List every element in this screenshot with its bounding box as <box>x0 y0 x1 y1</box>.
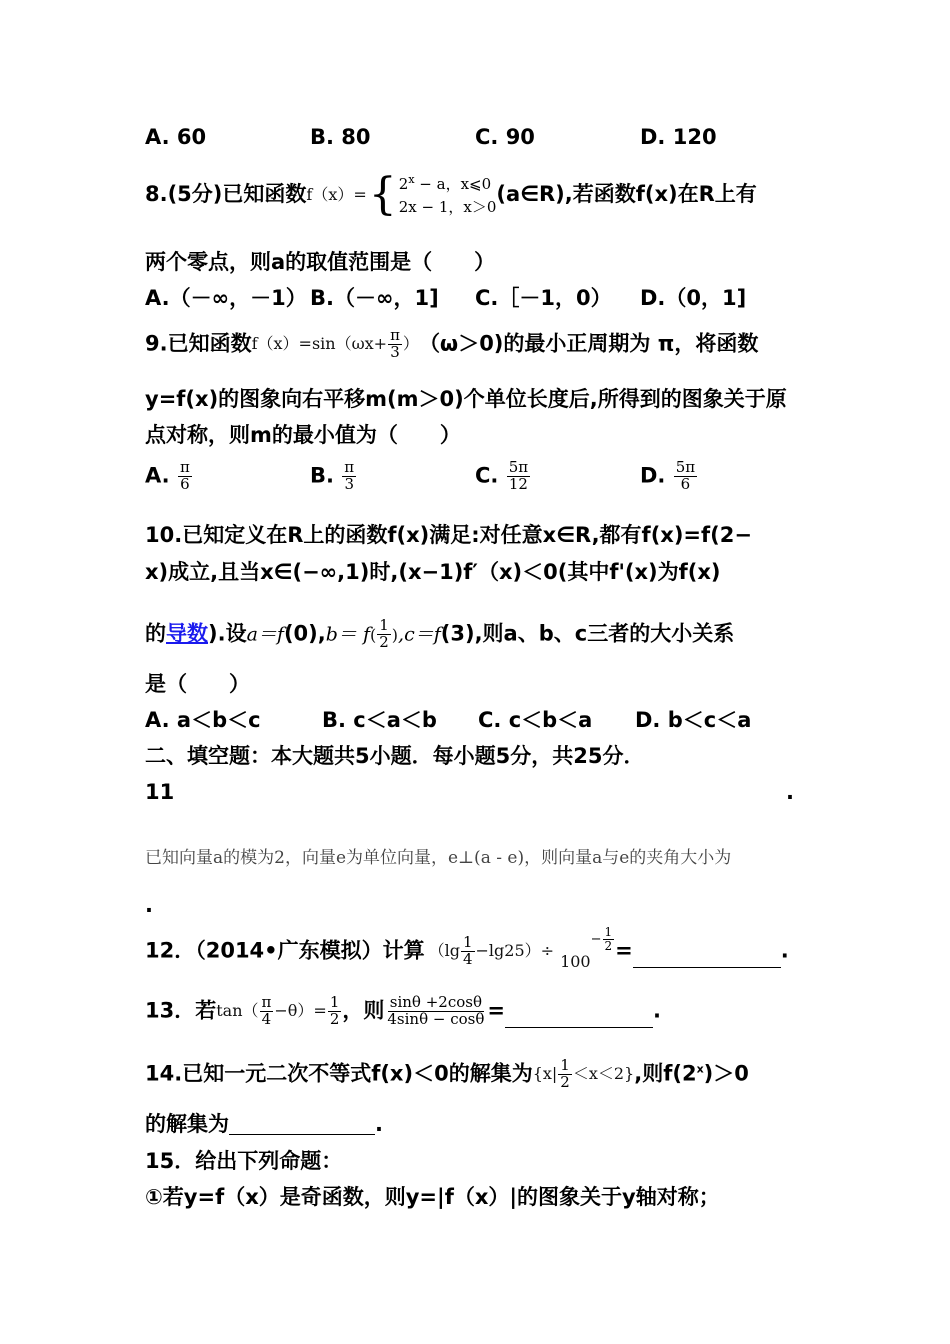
q12-line: 12．（2014•广东模拟）计算 （lg $\frac{1}{4}$ $-\lg 25)\div_{100}^{- \frac{1}{2}}$ = . <box>145 925 789 971</box>
q8-line1 <box>145 169 757 220</box>
q9-option-c: C. $\frac{5\pi}{12}$ <box>475 458 529 493</box>
q14-answer-blank[interactable] <box>229 1116 375 1135</box>
q10-line1: 10.已知定义在R上的函数f(x)满足:对任意x∈R,都有f(x)=f(2− <box>145 523 752 547</box>
q9-fraction: $\frac{\pi}{3}$ <box>390 326 400 361</box>
q8-func: f（x）= <box>306 185 367 204</box>
q13-pi-fraction: $\frac{\pi}{4}$ <box>261 993 272 1028</box>
q8-prefix: 8.(5分)已知函数 <box>145 182 307 206</box>
q9-option-b: B. $\frac{\pi}{3}$ <box>310 458 355 493</box>
q8-option-c: C.［－1，0） <box>475 286 612 310</box>
q11-number: 11 <box>145 780 175 804</box>
q10-line2: x)成立,且当x∈(−∞,1)时,(x−1)f′（x)＜0(其中f'(x)为f(x) <box>145 560 721 584</box>
q8-cases <box>399 172 497 218</box>
q14-fraction: $\frac{1}{2}$ <box>560 1056 570 1091</box>
q9-option-d: D. $\frac{5\pi}{6}$ <box>640 458 696 493</box>
q10-option-d: D. b＜c＜a <box>635 708 752 732</box>
q10-line3: 的导数).设a＝f(0),b＝ f( $\frac{1}{2}$ ),c＝f(3),则a、b、c三者的大小关系 <box>145 616 735 651</box>
q8-suffix: (a∈R),若函数f(x)在R上有 <box>496 182 757 206</box>
q8-option-a: A.（－∞，－1） <box>145 286 307 310</box>
q9-line1: 9.已知函数f（x）=sin（ωx+ $\frac{\pi}{3}$ ）（ω＞0)的最小正周期为 π，将函数 <box>145 326 759 361</box>
q14-line2: 的解集为 . <box>145 1112 383 1136</box>
q11-text: 已知向量a的模为2，向量e为单位向量，e⊥(a - e)，则向量a与e的夹角大小为 <box>145 848 732 868</box>
q10-b-fraction: $\frac{1}{2}$ <box>379 616 389 651</box>
q8-brace: { <box>368 169 397 220</box>
q13-ratio-fraction: $\frac{\sin\theta +2\cos\theta}{4\sin\theta - \cos\theta}$ <box>387 993 485 1028</box>
q15-line1: 15．给出下列命题： <box>145 1149 343 1173</box>
q7-option-a: A. 60 <box>145 125 207 149</box>
q9-func: f（x）=sin（ωx+ <box>251 334 388 354</box>
q15-line2: ①若y=f（x）是奇函数，则y=|f（x）|的图象关于y轴对称； <box>145 1185 720 1209</box>
q9-line3: 点对称，则m的最小值为（ ） <box>145 423 461 447</box>
q14-line1: 14.已知一元二次不等式f(x)＜0的解集为{x| $\frac{1}{2}$ ＜x＜2},则$f(2^x)>0$ <box>145 1056 749 1091</box>
derivative-link[interactable]: 导数 <box>166 621 208 646</box>
q8-case1: $2^x - a$，x⩽0 <box>398 173 492 193</box>
q10-option-c: C. c＜b＜a <box>478 708 593 732</box>
q7-option-c: C. 90 <box>475 125 535 149</box>
section2-heading: 二、填空题：本大题共5小题．每小题5分，共25分． <box>145 744 645 768</box>
q11-dot: . <box>786 780 794 804</box>
q7-option-b: B. 80 <box>310 125 371 149</box>
q9-line2: y=f(x)的图象向右平移m(m＞0)个单位长度后,所得到的图象关于原 <box>145 387 787 411</box>
q13-half-fraction: $\frac{1}{2}$ <box>329 993 340 1028</box>
q9-option-a: A. $\frac{\pi}{6}$ <box>145 458 190 493</box>
q8-case2: 2x − 1，x＞0 <box>398 197 497 216</box>
q11-end: . <box>145 893 153 917</box>
q8-option-b: B.（－∞，1] <box>310 286 439 310</box>
q13-answer-blank[interactable] <box>505 1009 653 1028</box>
q8-line2: 两个零点，则a的取值范围是（ ） <box>145 250 496 274</box>
q9-prefix: 9.已知函数 <box>145 331 252 356</box>
q13-line: 13．若tan（ $\frac{\pi}{4}$ −θ）= $\frac{1}{2}$ ，则 $\frac{\sin\theta +2\cos\theta}{4\sin\theta - \cos\theta}$ = . <box>145 993 661 1028</box>
q12-fraction: $\frac{1}{4}$ <box>462 933 473 968</box>
q10-line4: 是（ ） <box>145 672 250 696</box>
q10-option-b: B. c＜a＜b <box>322 708 437 732</box>
q7-option-d: D. 120 <box>640 125 717 149</box>
q8-option-d: D.（0，1] <box>640 286 747 310</box>
q10-option-a: A. a＜b＜c <box>145 708 261 732</box>
q9-suffix: （ω＞0)的最小正周期为 π，将函数 <box>418 331 759 356</box>
q12-answer-blank[interactable] <box>633 949 781 968</box>
